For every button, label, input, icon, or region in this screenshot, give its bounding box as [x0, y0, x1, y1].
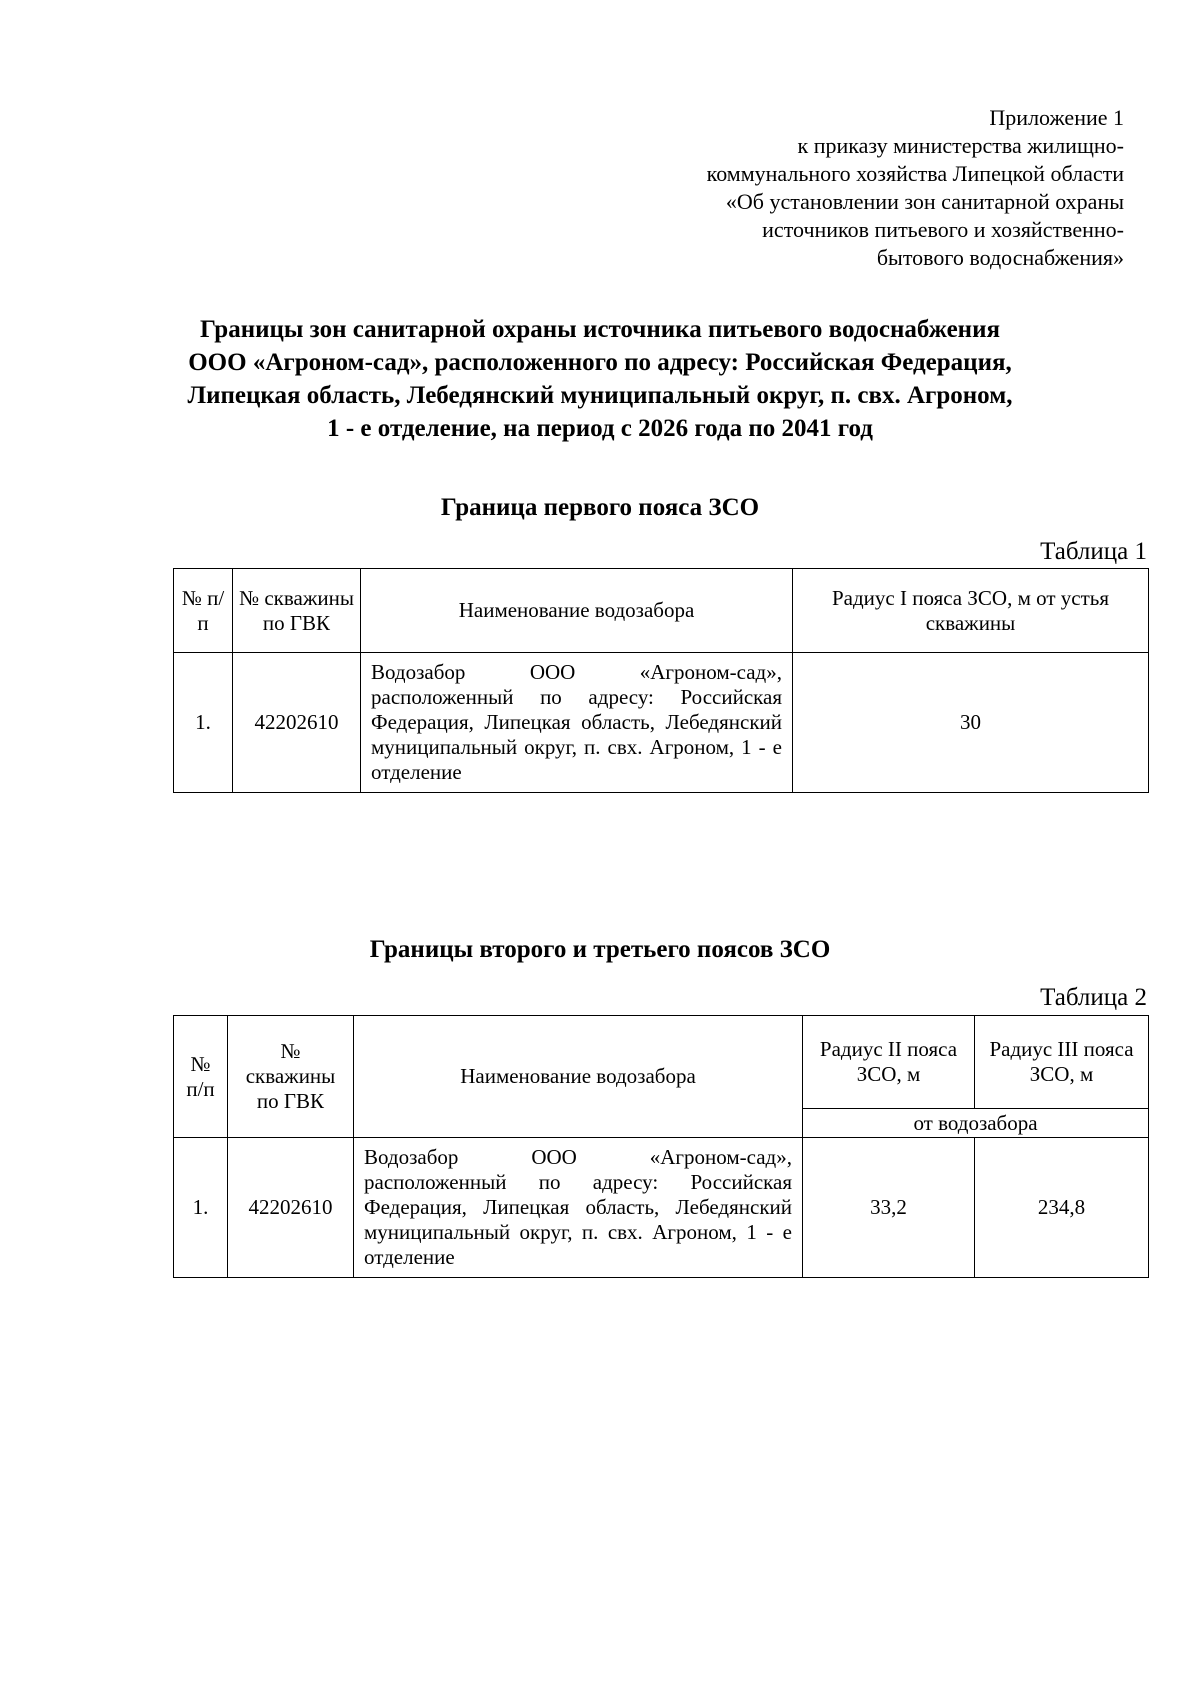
table2-heading: Границы второго и третьего поясов ЗСО: [369, 936, 831, 963]
appendix-line: к приказу министерства жилищно-: [797, 133, 1124, 158]
table2: [173, 1015, 1149, 1278]
table2-cell-radius3: 234,8: [975, 1138, 1149, 1278]
table2-cell-name: Водозабор ООО «Агроном-сад», расположенный по адресу: Российская Федерация, Липецкая область, Лебедянский муниципальный округ, п. свх. Агроном, 1 - е отделение: [354, 1138, 803, 1278]
title-line: 1 - е отделение, на период с 2026 года по 2041 год: [327, 415, 873, 442]
table1-header-num: № п/п: [174, 569, 233, 653]
table2-header-well: № скважины по ГВК: [228, 1016, 354, 1138]
table2-header-name: Наименование водозабора: [354, 1016, 803, 1138]
table2-header-from: от водозабора: [803, 1109, 1149, 1138]
table1-header-well: № скважины по ГВК: [233, 569, 361, 653]
table1-header-row: [174, 569, 1149, 653]
table1-cell-well: 42202610: [233, 653, 361, 793]
table1-cell-name: Водозабор ООО «Агроном-сад», расположенный по адресу: Российская Федерация, Липецкая область, Лебедянский муниципальный округ, п. свх. Агроном, 1 - е отделение: [361, 653, 793, 793]
table1-cell-num: 1.: [174, 653, 233, 793]
table2-header-radius2: Радиус II пояса ЗСО, м: [803, 1016, 975, 1109]
table1-header-name: Наименование водозабора: [361, 569, 793, 653]
title-line: Липецкая область, Лебедянский муниципальный округ, п. свх. Агроном,: [187, 382, 1013, 409]
table-row: [174, 653, 1149, 793]
table1-cell-radius: 30: [793, 653, 1149, 793]
table2-cell-num: 1.: [174, 1138, 228, 1278]
table2-cell-radius2: 33,2: [803, 1138, 975, 1278]
table2-header-num: № п/п: [174, 1016, 228, 1138]
table-row: [174, 1138, 1149, 1278]
table1-heading: Граница первого пояса ЗСО: [440, 494, 760, 521]
table2-header-radius3: Радиус III пояса ЗСО, м: [975, 1016, 1149, 1109]
appendix-line: Приложение 1: [989, 105, 1124, 130]
table2-cell-well: 42202610: [228, 1138, 354, 1278]
table1-label: Таблица 1: [1040, 538, 1147, 565]
table1: [173, 568, 1149, 793]
table2-header-row: [174, 1016, 1149, 1109]
appendix-line: бытового водоснабжения»: [876, 245, 1124, 270]
title-line: ООО «Агроном-сад», расположенного по адресу: Российская Федерация,: [188, 349, 1012, 376]
appendix-line: коммунального хозяйства Липецкой области: [706, 161, 1124, 186]
title-line: Границы зон санитарной охраны источника питьевого водоснабжения: [199, 316, 1001, 343]
appendix-line: «Об установлении зон санитарной охраны: [725, 189, 1124, 214]
document-title: [150, 313, 1050, 445]
table1-header-radius: Радиус I пояса ЗСО, м от устья скважины: [793, 569, 1149, 653]
table2-label: Таблица 2: [1040, 984, 1147, 1011]
appendix-header: [707, 104, 1124, 272]
appendix-line: источников питьевого и хозяйственно-: [762, 217, 1124, 242]
